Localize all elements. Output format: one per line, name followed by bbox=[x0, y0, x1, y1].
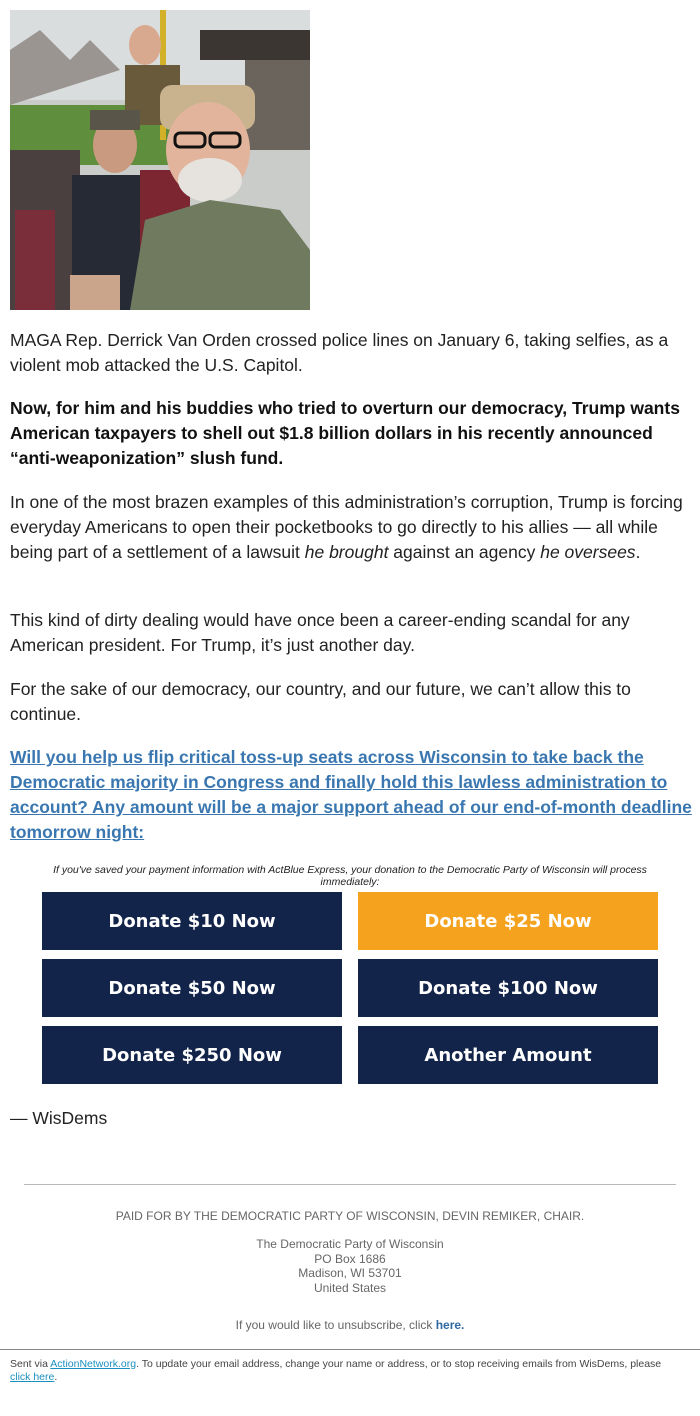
unsubscribe-text: If you would like to unsubscribe, click bbox=[235, 1318, 436, 1332]
address-line: PO Box 1686 bbox=[314, 1251, 386, 1266]
sent-prefix: Sent via bbox=[10, 1358, 51, 1370]
democracy-paragraph: For the sake of our democracy, our country, and our future, we can’t allow this to continue. bbox=[10, 679, 631, 724]
address-line: United States bbox=[313, 1280, 387, 1295]
donate-250-button[interactable]: Donate $250 Now bbox=[42, 1026, 342, 1084]
sent-via-notice bbox=[10, 1358, 680, 1384]
scandal-paragraph: This kind of dirty dealing would have once been a career-ending scandal for any American president. For Trump, it’s just another day. bbox=[10, 610, 630, 655]
donate-25-button[interactable]: Donate $25 Now bbox=[358, 892, 658, 950]
intro-paragraph: MAGA Rep. Derrick Van Orden crossed police lines on January 6, taking selfies, as a violent mob attacked the U.S. Capitol. bbox=[10, 330, 669, 375]
cta-link[interactable]: Will you help us flip critical toss-up seats across Wisconsin to take back the Democratic majority in Congress and finally hold this lawless administration to account? Any amount will be a major support ahead of our end-of-month deadline tomorrow night: bbox=[10, 747, 692, 842]
actionnetwork-link[interactable]: ActionNetwork.org bbox=[50, 1358, 137, 1370]
another-amount-button[interactable]: Another Amount bbox=[358, 1026, 658, 1084]
capitol-selfie-photo bbox=[10, 10, 310, 310]
unsubscribe-line bbox=[0, 1318, 700, 1333]
sent-end: . bbox=[54, 1371, 58, 1383]
bold-paragraph: Now, for him and his buddies who tried to overturn our democracy, Trump wants American taxpayers to shell out $1.8 billion dollars in his recently announced “anti-weaponization” slush fund. bbox=[10, 398, 680, 468]
actblue-express-note: If you've saved your payment information with ActBlue Express, your donation to the Democratic Party of Wisconsin will process immediately: bbox=[53, 864, 647, 888]
signoff: — WisDems bbox=[10, 1108, 108, 1128]
cta-paragraph bbox=[10, 745, 695, 845]
sent-middle: . To update your email address, change your name or address, or to stop receiving emails from WisDems, please bbox=[136, 1358, 662, 1370]
unsubscribe-link[interactable]: here. bbox=[435, 1318, 465, 1332]
bottom-divider bbox=[0, 1349, 700, 1350]
update-preferences-link[interactable]: click here bbox=[10, 1371, 55, 1383]
donate-100-button[interactable]: Donate $100 Now bbox=[358, 959, 658, 1017]
footer-divider bbox=[24, 1184, 676, 1185]
donate-10-button[interactable]: Donate $10 Now bbox=[42, 892, 342, 950]
address-line: The Democratic Party of Wisconsin bbox=[256, 1237, 444, 1251]
corruption-emphasis-oversees: he oversees bbox=[540, 542, 636, 562]
donate-50-button[interactable]: Donate $50 Now bbox=[42, 959, 342, 1017]
address-line: Madison, WI 53701 bbox=[298, 1266, 402, 1280]
corruption-emphasis-brought: he brought bbox=[304, 542, 389, 562]
corruption-text-a: In one of the most brazen examples of this administration’s corruption, Trump is forcing everyday Americans to open their pocketbooks to go directly to his allies — all while being part of a settlement of a lawsuit bbox=[10, 492, 683, 562]
corruption-text-c: against an agency bbox=[388, 542, 541, 562]
corruption-text-e: . bbox=[635, 542, 641, 562]
mailing-address bbox=[0, 1237, 700, 1295]
corruption-paragraph bbox=[10, 490, 690, 565]
paid-for-disclaimer: PAID FOR BY THE DEMOCRATIC PARTY OF WISCONSIN, DEVIN REMIKER, CHAIR. bbox=[115, 1209, 585, 1223]
photo-illustration bbox=[10, 10, 310, 310]
